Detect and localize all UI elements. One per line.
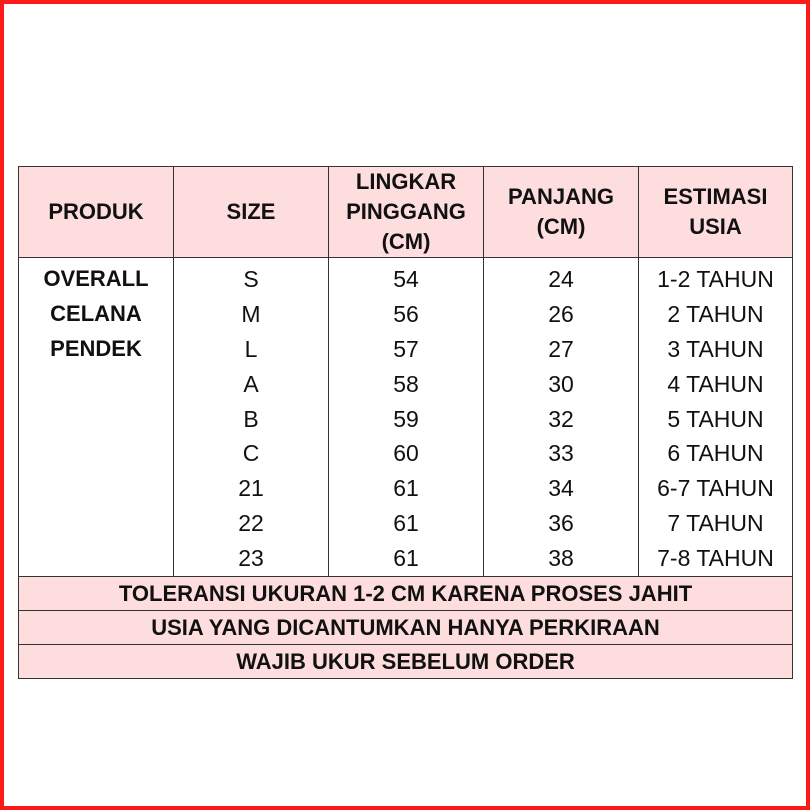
panjang-value: 24 [548, 266, 574, 292]
size-value: 23 [238, 545, 264, 572]
header-produk: PRODUK [19, 167, 174, 258]
panjang-value: 36 [548, 510, 574, 537]
estimasi-usia-value: 7 TAHUN [667, 510, 764, 537]
lingkar-pinggang-value: 59 [393, 405, 419, 432]
estimasi-usia-value: 2 TAHUN [667, 300, 764, 327]
lingkar-pinggang-value: 60 [393, 440, 419, 467]
lingkar-pinggang-value: 56 [393, 300, 419, 327]
product-name-line: CELANA [50, 300, 142, 326]
product-name-cell [19, 258, 174, 577]
size-value: A [243, 370, 259, 397]
header-lingkar-pinggang: LINGKAR PINGGANG (CM) [329, 167, 484, 258]
note-tolerance: TOLERANSI UKURAN 1-2 CM KARENA PROSES JAHIT [19, 577, 793, 611]
lingkar-pinggang-value: 61 [393, 475, 419, 502]
estimasi-usia-value: 6-7 TAHUN [657, 475, 774, 502]
estimasi-usia-value: 1-2 TAHUN [657, 266, 774, 292]
header-row [19, 167, 793, 258]
note-row-tolerance [19, 577, 793, 611]
lingkar-pinggang-value: 57 [393, 335, 419, 362]
lingkar-pinggang-value: 61 [393, 545, 419, 572]
product-name-line: OVERALL [43, 266, 149, 291]
size-value: L [244, 335, 258, 362]
panjang-value: 26 [548, 300, 574, 327]
note-measure-before-order: WAJIB UKUR SEBELUM ORDER [19, 645, 793, 679]
panjang-column [484, 258, 639, 577]
note-age-estimate: USIA YANG DICANTUMKAN HANYA PERKIRAAN [19, 611, 793, 645]
size-value: M [241, 300, 261, 327]
estimasi-usia-value: 6 TAHUN [667, 440, 764, 467]
panjang-value: 33 [548, 440, 574, 467]
header-estimasi-usia: ESTIMASI USIA [639, 167, 793, 258]
size-value: 22 [238, 510, 264, 537]
estimasi-usia-value: 4 TAHUN [667, 370, 764, 397]
lingkar-pinggang-value: 58 [393, 370, 419, 397]
note-row-age-estimate [19, 611, 793, 645]
size-chart-table [18, 166, 793, 679]
lingkar-pinggang-value: 54 [393, 266, 419, 292]
size-column [174, 258, 329, 577]
size-value: 21 [238, 475, 264, 502]
size-value: C [242, 440, 260, 467]
size-value: B [243, 405, 259, 432]
lingkar-pinggang-value: 61 [393, 510, 419, 537]
panjang-value: 32 [548, 405, 574, 432]
data-block [19, 258, 793, 577]
panjang-value: 27 [548, 335, 574, 362]
panjang-value: 30 [548, 370, 574, 397]
panjang-value: 34 [548, 475, 574, 502]
estimasi-usia-value: 7-8 TAHUN [657, 545, 774, 572]
header-size: SIZE [174, 167, 329, 258]
product-name-line: PENDEK [50, 335, 142, 361]
size-value: S [243, 266, 259, 292]
panjang-value: 38 [548, 545, 574, 572]
note-row-measure-before-order [19, 645, 793, 679]
header-panjang: PANJANG (CM) [484, 167, 639, 258]
estimasi-usia-column [639, 258, 793, 577]
estimasi-usia-value: 5 TAHUN [667, 405, 764, 432]
lingkar-pinggang-column [329, 258, 484, 577]
estimasi-usia-value: 3 TAHUN [667, 335, 764, 362]
